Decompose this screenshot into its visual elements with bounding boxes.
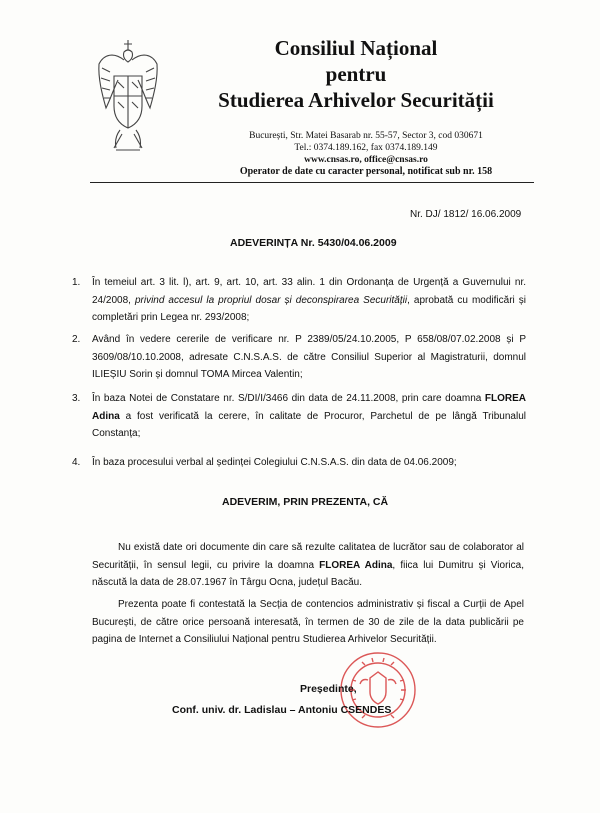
institution-title-line2: pentru (325, 62, 387, 86)
list-item (72, 274, 526, 327)
header-divider (90, 182, 534, 183)
signatory-name: Conf. univ. dr. Ladislau – Antoniu CSENDES (172, 704, 392, 716)
appeal-paragraph: Prezenta poate fi contestată la Secția de contencios administrativ și fiscal a Curții de Apel București, de către orice persoană interesată, în termen de 30 de zile de la data publicării pe pagina de Internet a Consiliului Național pentru Studierea Arhivelor Securității. (92, 599, 524, 646)
list-item (72, 390, 526, 443)
finding-paragraph: Nu există date ori documente din care să rezulte calitatea de lucrător sau de colaborator al Securității, în sensul legii, cu privire la doamna FLOREA Adina, fiica lui Dumitru și Viorica, născută la data de 28.07.1967 în Târgu Ocna, județul Bacău. (92, 542, 524, 589)
item-number: 3. (72, 393, 81, 404)
subject-name: FLOREA Adina (319, 559, 393, 571)
list-item (72, 454, 526, 472)
item-number: 4. (72, 457, 81, 468)
web-email-line: www.cnsas.ro, office@cnsas.ro (304, 155, 428, 165)
item-text: În baza procesului verbal al ședinței Colegiului C.N.S.A.S. din data de 04.06.2009; (92, 457, 457, 468)
item-text: În temeiul art. 3 lit. l), art. 9, art. 10, art. 33 alin. 1 din Ordonanța de Urgență a Guvernului nr. 24/2008, privind accesul la propriul dosar și deconspirarea Securității, aprobată cu modificări și completări prin Legea nr. 293/2008; (92, 277, 526, 324)
coat-of-arms-emblem (96, 38, 160, 154)
address-line: București, Str. Matei Basarab nr. 55-57, Sector 3, cod 030671 (249, 131, 483, 141)
signatory-role: Președinte, (300, 683, 357, 695)
attest-heading: ADEVERIM, PRIN PREZENTA, CĂ (222, 496, 389, 508)
certificate-title: ADEVERINȚA Nr. 5430/04.06.2009 (230, 237, 397, 249)
item-text: Având în vedere cererile de verificare nr. P 2389/05/24.10.2005, P 658/08/07.02.2008 și P 3609/08/10.10.2008, adresate C.N.S.A.S. de către Consiliul Superior al Magistraturii, domnul ILIEȘIU Sorin și domnul TOMA Mircea Valentin; (92, 334, 526, 381)
item-number: 1. (72, 277, 81, 288)
item-text: În baza Notei de Constatare nr. S/DI/I/3466 din data de 24.11.2008, prin care doamna FLOREA Adina a fost verificată la cerere, în calitate de Procuror, Parchetul de pe lângă Tribunalul Constanța; (92, 393, 526, 440)
institution-title-line3: Studierea Arhivelor Securității (218, 88, 494, 112)
phone-fax-line: Tel.: 0374.189.162, fax 0374.189.149 (294, 143, 438, 153)
institution-title-line1: Consiliul Național (274, 36, 438, 60)
item-number: 2. (72, 334, 81, 345)
list-item (72, 331, 526, 384)
data-operator-line: Operator de date cu caracter personal, notificat sub nr. 158 (239, 166, 493, 177)
registration-number: Nr. DJ/ 1812/ 16.06.2009 (410, 209, 522, 220)
